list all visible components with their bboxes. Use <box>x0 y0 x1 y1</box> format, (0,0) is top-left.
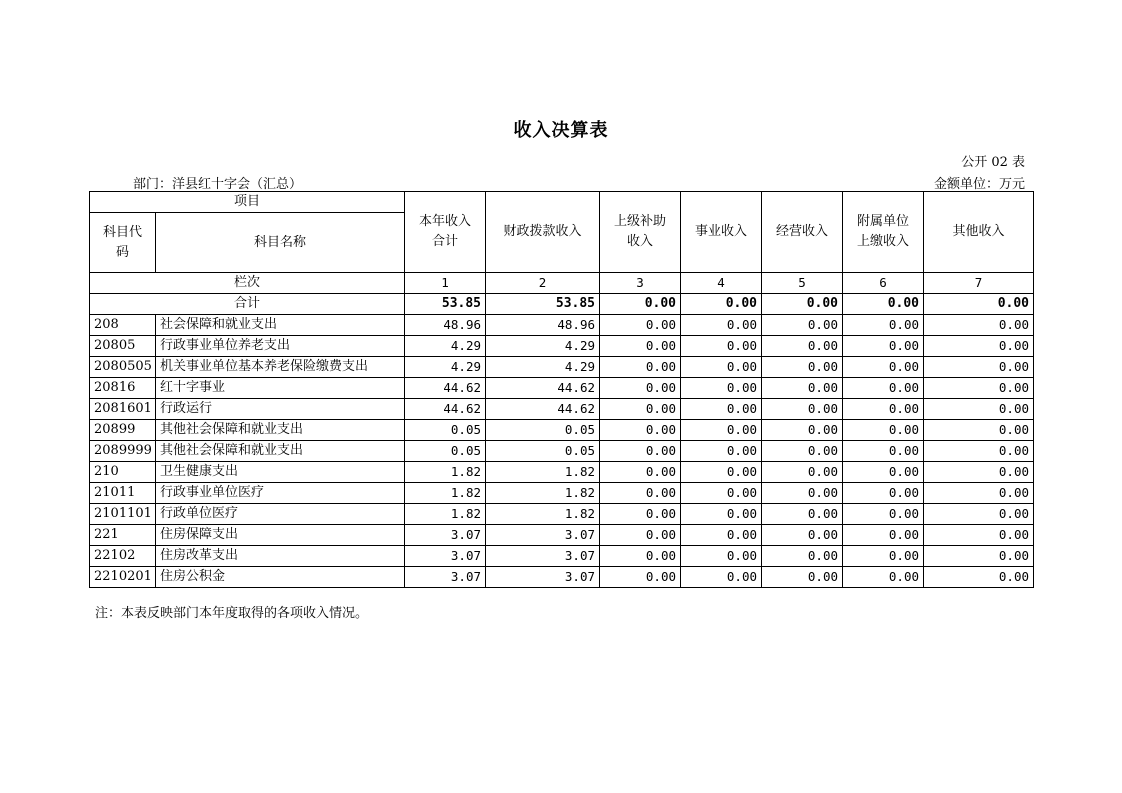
header-col4: 事业收入 <box>681 192 762 273</box>
value-cell: 0.00 <box>681 462 762 483</box>
header-item: 项目 <box>90 192 405 213</box>
value-cell: 0.00 <box>600 546 681 567</box>
subject-name-cell: 红十字事业 <box>156 378 405 399</box>
value-cell: 0.00 <box>600 378 681 399</box>
value-cell: 0.00 <box>843 357 924 378</box>
value-cell: 44.62 <box>486 399 600 420</box>
value-cell: 0.00 <box>681 441 762 462</box>
value-cell: 0.00 <box>600 399 681 420</box>
value-cell: 0.00 <box>600 441 681 462</box>
value-cell: 0.00 <box>681 546 762 567</box>
value-cell: 0.00 <box>924 567 1034 588</box>
total-value-cell: 0.00 <box>843 294 924 315</box>
subject-name-cell: 社会保障和就业支出 <box>156 315 405 336</box>
subject-name-cell: 行政运行 <box>156 399 405 420</box>
value-cell: 0.00 <box>762 357 843 378</box>
header-col1: 本年收入合计 <box>405 192 486 273</box>
table-row <box>90 483 1034 504</box>
value-cell: 0.00 <box>681 399 762 420</box>
value-cell: 0.00 <box>762 567 843 588</box>
value-cell: 44.62 <box>405 378 486 399</box>
table-row <box>90 504 1034 525</box>
value-cell: 0.00 <box>843 441 924 462</box>
value-cell: 0.00 <box>762 315 843 336</box>
column-index-cell: 5 <box>762 273 843 294</box>
column-index-cell: 1 <box>405 273 486 294</box>
value-cell: 0.00 <box>924 546 1034 567</box>
subject-code-cell: 210 <box>90 462 156 483</box>
value-cell: 0.00 <box>681 315 762 336</box>
column-index-cell: 7 <box>924 273 1034 294</box>
total-value-cell: 0.00 <box>924 294 1034 315</box>
subject-name-cell: 行政事业单位医疗 <box>156 483 405 504</box>
value-cell: 0.00 <box>843 525 924 546</box>
value-cell: 3.07 <box>486 567 600 588</box>
value-cell: 0.00 <box>600 504 681 525</box>
value-cell: 4.29 <box>405 357 486 378</box>
value-cell: 0.00 <box>762 378 843 399</box>
subject-code-cell: 21011 <box>90 483 156 504</box>
subject-code-cell: 208 <box>90 315 156 336</box>
value-cell: 0.00 <box>924 399 1034 420</box>
subject-code-cell: 221 <box>90 525 156 546</box>
value-cell: 0.00 <box>681 483 762 504</box>
value-cell: 0.00 <box>843 315 924 336</box>
subject-name-cell: 行政单位医疗 <box>156 504 405 525</box>
value-cell: 0.00 <box>762 546 843 567</box>
total-value-cell: 53.85 <box>405 294 486 315</box>
value-cell: 0.00 <box>843 399 924 420</box>
value-cell: 0.00 <box>843 420 924 441</box>
value-cell: 4.29 <box>486 357 600 378</box>
header-col5: 经营收入 <box>762 192 843 273</box>
header-col3: 上级补助收入 <box>600 192 681 273</box>
value-cell: 0.00 <box>924 441 1034 462</box>
value-cell: 0.00 <box>600 315 681 336</box>
value-cell: 1.82 <box>486 483 600 504</box>
subject-name-cell: 住房改革支出 <box>156 546 405 567</box>
table-row <box>90 546 1034 567</box>
value-cell: 44.62 <box>405 399 486 420</box>
header-subject-code: 科目代码 <box>90 213 156 273</box>
value-cell: 0.00 <box>924 462 1034 483</box>
value-cell: 0.05 <box>486 420 600 441</box>
value-cell: 0.05 <box>405 420 486 441</box>
column-index-cell: 3 <box>600 273 681 294</box>
column-index-label: 栏次 <box>90 273 405 294</box>
value-cell: 0.00 <box>762 441 843 462</box>
value-cell: 1.82 <box>486 462 600 483</box>
total-value-cell: 0.00 <box>762 294 843 315</box>
subject-name-cell: 住房保障支出 <box>156 525 405 546</box>
value-cell: 48.96 <box>405 315 486 336</box>
department-label: 部门：洋县红十字会（汇总） <box>133 177 303 192</box>
subject-code-cell: 20805 <box>90 336 156 357</box>
value-cell: 0.05 <box>486 441 600 462</box>
header-subject-name: 科目名称 <box>156 213 405 273</box>
value-cell: 0.00 <box>924 420 1034 441</box>
value-cell: 1.82 <box>405 462 486 483</box>
total-value-cell: 0.00 <box>600 294 681 315</box>
value-cell: 0.00 <box>600 420 681 441</box>
subject-code-cell: 20816 <box>90 378 156 399</box>
total-value-cell: 53.85 <box>486 294 600 315</box>
value-cell: 0.00 <box>681 420 762 441</box>
table-row <box>90 336 1034 357</box>
value-cell: 3.07 <box>486 525 600 546</box>
subject-code-cell: 22102 <box>90 546 156 567</box>
value-cell: 0.00 <box>762 525 843 546</box>
unit-label: 金额单位：万元 <box>933 177 1025 192</box>
value-cell: 0.00 <box>762 420 843 441</box>
value-cell: 0.00 <box>600 483 681 504</box>
value-cell: 0.00 <box>924 483 1034 504</box>
value-cell: 4.29 <box>405 336 486 357</box>
value-cell: 0.00 <box>924 336 1034 357</box>
total-value-cell: 0.00 <box>681 294 762 315</box>
income-table <box>89 191 1034 588</box>
table-row <box>90 462 1034 483</box>
subject-code-cell: 20899 <box>90 420 156 441</box>
value-cell: 0.00 <box>843 462 924 483</box>
value-cell: 0.00 <box>762 504 843 525</box>
value-cell: 1.82 <box>405 504 486 525</box>
subject-code-cell: 2089999 <box>90 441 156 462</box>
header-col7: 其他收入 <box>924 192 1034 273</box>
subject-code-cell: 2210201 <box>90 567 156 588</box>
subject-name-cell: 行政事业单位养老支出 <box>156 336 405 357</box>
value-cell: 48.96 <box>486 315 600 336</box>
subject-name-cell: 住房公积金 <box>156 567 405 588</box>
value-cell: 0.00 <box>600 567 681 588</box>
value-cell: 1.82 <box>405 483 486 504</box>
header-col6: 附属单位上缴收入 <box>843 192 924 273</box>
form-number: 公开 02 表 <box>961 155 1025 170</box>
value-cell: 0.00 <box>681 336 762 357</box>
value-cell: 0.00 <box>600 357 681 378</box>
table-row <box>90 315 1034 336</box>
subject-name-cell: 其他社会保障和就业支出 <box>156 420 405 441</box>
table-row <box>90 420 1034 441</box>
page-title: 收入决算表 <box>513 120 609 141</box>
value-cell: 0.00 <box>762 483 843 504</box>
table-row <box>90 378 1034 399</box>
value-cell: 0.00 <box>924 504 1034 525</box>
value-cell: 4.29 <box>486 336 600 357</box>
subject-code-cell: 2101101 <box>90 504 156 525</box>
table-row <box>90 525 1034 546</box>
value-cell: 0.00 <box>600 525 681 546</box>
value-cell: 0.00 <box>681 567 762 588</box>
value-cell: 0.00 <box>600 462 681 483</box>
value-cell: 0.00 <box>681 378 762 399</box>
value-cell: 1.82 <box>486 504 600 525</box>
value-cell: 0.00 <box>843 546 924 567</box>
subject-name-cell: 其他社会保障和就业支出 <box>156 441 405 462</box>
column-index-cell: 2 <box>486 273 600 294</box>
value-cell: 0.00 <box>681 525 762 546</box>
value-cell: 0.00 <box>762 462 843 483</box>
table-row <box>90 357 1034 378</box>
table-row <box>90 399 1034 420</box>
table-row <box>90 567 1034 588</box>
subject-code-cell: 2080505 <box>90 357 156 378</box>
subject-code-cell: 2081601 <box>90 399 156 420</box>
value-cell: 0.00 <box>600 336 681 357</box>
value-cell: 44.62 <box>486 378 600 399</box>
footnote: 注：本表反映部门本年度取得的各项收入情况。 <box>95 606 369 621</box>
value-cell: 0.05 <box>405 441 486 462</box>
value-cell: 0.00 <box>924 378 1034 399</box>
subject-name-cell: 机关事业单位基本养老保险缴费支出 <box>156 357 405 378</box>
table-row <box>90 441 1034 462</box>
value-cell: 3.07 <box>486 546 600 567</box>
header-col2: 财政拨款收入 <box>486 192 600 273</box>
value-cell: 0.00 <box>762 399 843 420</box>
column-index-cell: 6 <box>843 273 924 294</box>
value-cell: 0.00 <box>681 504 762 525</box>
value-cell: 0.00 <box>843 483 924 504</box>
value-cell: 0.00 <box>843 336 924 357</box>
value-cell: 0.00 <box>762 336 843 357</box>
subject-name-cell: 卫生健康支出 <box>156 462 405 483</box>
value-cell: 0.00 <box>924 525 1034 546</box>
value-cell: 3.07 <box>405 525 486 546</box>
value-cell: 3.07 <box>405 567 486 588</box>
value-cell: 0.00 <box>681 357 762 378</box>
total-label: 合计 <box>90 294 405 315</box>
value-cell: 0.00 <box>924 357 1034 378</box>
value-cell: 0.00 <box>843 378 924 399</box>
value-cell: 0.00 <box>843 567 924 588</box>
value-cell: 3.07 <box>405 546 486 567</box>
value-cell: 0.00 <box>924 315 1034 336</box>
column-index-cell: 4 <box>681 273 762 294</box>
value-cell: 0.00 <box>843 504 924 525</box>
